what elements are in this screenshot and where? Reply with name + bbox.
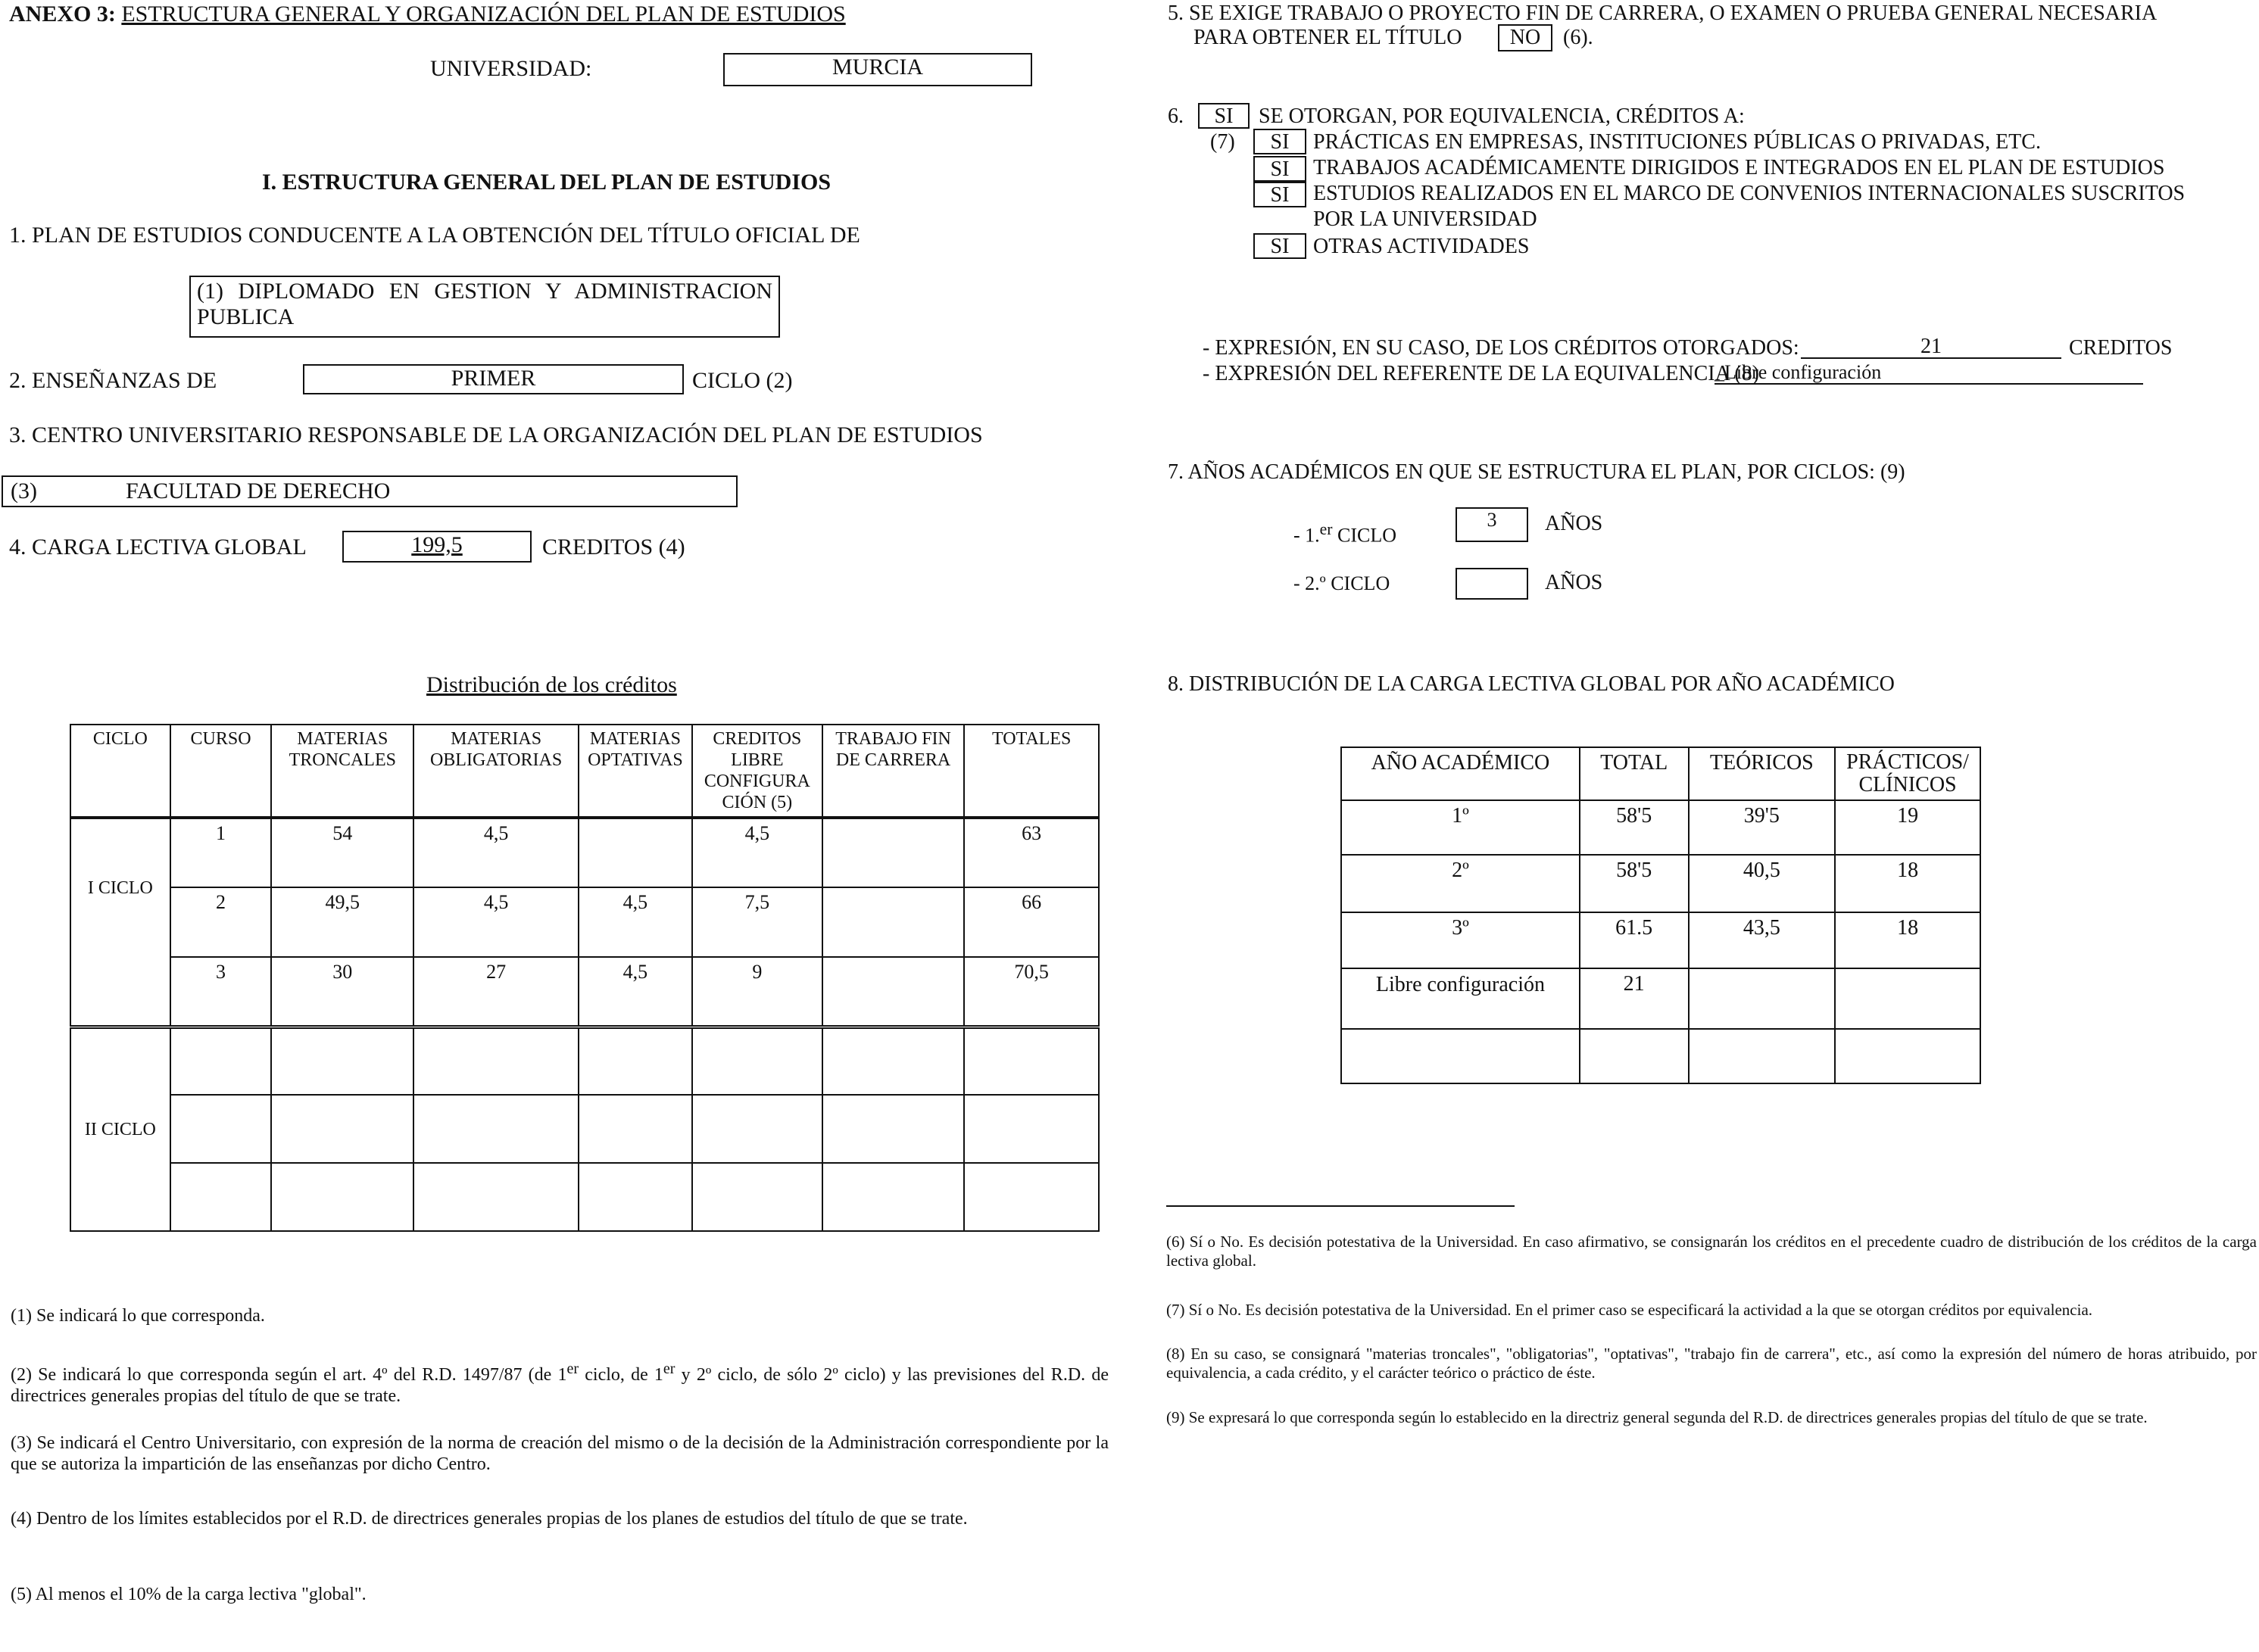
table-cell [271,1095,413,1163]
table-cell [413,1095,579,1163]
cycle2-label: II CICLO [70,1027,170,1231]
cycle1-label: I CICLO [70,818,170,957]
table-cell: 4,5 [579,957,692,1027]
footnote-3: (3) Se indicará el Centro Universitario, con expresión de la norma de creación del mismo o de la decisión de la Administración correspondiente por la que se autoriza la impartición de las enseñanzas por dicho Centro. [11,1433,1109,1474]
table-cell: 39'5 [1689,800,1836,855]
footnote-divider [1166,1205,1515,1207]
table-cell [413,1163,579,1231]
university-value: MURCIA [832,55,923,79]
university-label: UNIVERSIDAD: [430,56,592,81]
header-curso: CURSO [170,725,272,818]
university-value-box [723,53,1032,86]
footnote-2 [11,1358,1109,1407]
option-value: SI [1270,130,1290,154]
header-totales: TOTALES [964,725,1099,818]
item8-label: 8. DISTRIBUCIÓN DE LA CARGA LECTIVA GLOBAL POR AÑO ACADÉMICO [1168,672,1895,696]
table-cell: 4,5 [692,818,822,887]
footnote-2-sup-1: er [566,1361,579,1377]
table-row [70,1163,1099,1231]
table-cell: 49,5 [271,887,413,957]
degree-title: (1) DIPLOMADO EN GESTION Y ADMINISTRACION PUBLICA [197,279,772,329]
cycle2-row-label: - 2.º CICLO [1293,572,1390,594]
table-cell: 7,5 [692,887,822,957]
footnote-7: (7) Sí o No. Es decisión potestativa de la Universidad. En el primer caso se especificará la actividad a la que se otorgan créditos por equivalencia. [1166,1301,2093,1319]
cycle1-sup: er [1319,520,1333,538]
table-cell [579,1095,692,1163]
annex-title: ESTRUCTURA GENERAL Y ORGANIZACIÓN DEL PLAN DE ESTUDIOS [121,2,846,26]
item3-label: 3. CENTRO UNIVERSITARIO RESPONSABLE DE LA ORGANIZACIÓN DEL PLAN DE ESTUDIOS [9,422,983,447]
header-trabajo-fin: TRABAJO FIN DE CARRERA [822,725,965,818]
table-cell: 63 [964,818,1099,887]
table-cell [579,1163,692,1231]
option-value-box [1253,182,1306,207]
table-cell [579,818,692,887]
academic-header-row [1341,747,1980,800]
footnote-4: (4) Dentro de los límites establecidos por el R.D. de directrices generales propias de los planes de estudios del título de que se trate. [11,1509,968,1529]
footnote-1: (1) Se indicará lo que corresponda. [11,1306,265,1326]
table-cell [1689,968,1836,1029]
expr1-label: - EXPRESIÓN, EN SU CASO, DE LOS CRÉDITOS OTORGADOS: [1203,336,1799,360]
cycle1-suffix: CICLO [1332,524,1396,547]
footnote-2-part-b: ciclo, de 1 [579,1365,663,1385]
expr2-value: _Libre configuración [1715,362,2143,385]
table-cell [964,1095,1099,1163]
table-cell: Libre configuración [1341,968,1580,1029]
table-cell: 70,5 [964,957,1099,1027]
item6-value: SI [1214,104,1234,128]
table-row [1341,912,1980,968]
table-cell: 30 [271,957,413,1027]
option-label-continued: POR LA UNIVERSIDAD [1313,207,1537,231]
table-cell: 58'5 [1580,855,1689,912]
cycle1-years-box [1456,507,1528,542]
table-row [70,887,1099,957]
cycle1-years-label: AÑOS [1545,512,1603,535]
annex-label: ANEXO 3: [9,2,116,26]
table-row [1341,968,1980,1029]
table-cell: 58'5 [1580,800,1689,855]
header-total: TOTAL [1580,747,1689,800]
header-optativas: MATERIAS OPTATIVAS [579,725,692,818]
table-cell [692,1095,822,1163]
expr1-suffix: CREDITOS [2069,336,2173,360]
item2-label: 2. ENSEÑANZAS DE [9,368,217,393]
table-cell [822,1095,965,1163]
table-cell: 18 [1835,855,1980,912]
table-row [1341,855,1980,912]
item5-note: (6). [1563,26,1593,49]
header-libre: CREDITOS LIBRE CONFIGURA CIÓN (5) [692,725,822,818]
table-cell: 2 [170,887,272,957]
item5-line1: 5. SE EXIGE TRABAJO O PROYECTO FIN DE CARRERA, O EXAMEN O PRUEBA GENERAL NECESARIA [1168,2,2158,25]
center-value: FACULTAD DE DERECHO [126,478,391,503]
annex-heading [9,2,846,27]
table-cell: 4,5 [413,818,579,887]
table-row [70,1027,1099,1095]
header-ciclo: CICLO [70,725,170,818]
table-cell [964,1163,1099,1231]
expr1-value: 21 [1801,336,2061,359]
expr2-label: - EXPRESIÓN DEL REFERENTE DE LA EQUIVALENCIA (8) [1203,362,1759,385]
table-cell: 4,5 [413,887,579,957]
item4-suffix: CREDITOS (4) [542,535,685,559]
header-obligatorias: MATERIAS OBLIGATORIAS [413,725,579,818]
option-label: OTRAS ACTIVIDADES [1313,235,1530,258]
table-cell [1689,1029,1836,1083]
table-cell [822,1027,965,1095]
option-label: ESTUDIOS REALIZADOS EN EL MARCO DE CONVENIOS INTERNACIONALES SUSCRITOS [1313,182,2186,205]
table-cell [822,1163,965,1231]
table-row [70,957,1099,1027]
option-label: PRÁCTICAS EN EMPRESAS, INSTITUCIONES PÚBLICAS O PRIVADAS, ETC. [1313,130,2041,154]
option-value: SI [1270,235,1290,258]
item4-label: 4. CARGA LECTIVA GLOBAL [9,535,307,559]
table-cell [579,1027,692,1095]
table-cell: 40,5 [1689,855,1836,912]
table-cell [1835,1029,1980,1083]
table-cell [170,1027,272,1095]
degree-title-box [189,276,780,338]
distribution-title: Distribución de los créditos [426,672,677,697]
table-cell [692,1027,822,1095]
table-cell [964,1027,1099,1095]
table-cell: 1º [1341,800,1580,855]
table-row [1341,800,1980,855]
table-cell [271,1163,413,1231]
footnote-8: (8) En su caso, se consignará "materias troncales", "obligatorias", "optativas", "trabajo fin de carrera", etc., así como la expresión del número de horas atribuido, por equivalencia, a cada crédito, y el carácter teórico o práctico de éste. [1166,1345,2257,1382]
table-row [70,818,1099,887]
table-row [70,1095,1099,1163]
distribution-table [70,724,1100,1232]
header-ano: AÑO ACADÉMICO [1341,747,1580,800]
table-cell: 18 [1835,912,1980,968]
cycle2-years-label: AÑOS [1545,571,1603,594]
table-cell [413,1027,579,1095]
table-cell [822,887,965,957]
item5-value-box [1498,24,1552,51]
item5-line2: PARA OBTENER EL TÍTULO [1193,26,1462,49]
table-row [1341,1029,1980,1083]
item6-num: 6. [1168,104,1184,128]
table-cell: 3º [1341,912,1580,968]
table-cell [692,1163,822,1231]
table-cell [822,818,965,887]
footnote-5: (5) Al menos el 10% de la carga lectiva "global". [11,1585,367,1604]
section-title: I. ESTRUCTURA GENERAL DEL PLAN DE ESTUDIOS [262,170,832,195]
item7-label: 7. AÑOS ACADÉMICOS EN QUE SE ESTRUCTURA EL PLAN, POR CICLOS: (9) [1168,460,1905,484]
cycle-value: PRIMER [451,366,536,391]
cycle1-prefix: - 1. [1293,524,1320,547]
table-cell [1341,1029,1580,1083]
option-value-box [1253,129,1306,154]
item5-value: NO [1509,26,1541,49]
table-cell: 4,5 [579,887,692,957]
table-cell [70,957,170,1027]
table-cell: 61.5 [1580,912,1689,968]
load-value: 199,5 [411,532,463,557]
center-ref: (3) [11,478,37,503]
table-cell: 21 [1580,968,1689,1029]
option-value: SI [1270,183,1290,207]
table-cell [170,1095,272,1163]
table-cell: 9 [692,957,822,1027]
footnote-9: (9) Se expresará lo que corresponda según lo establecido en la directriz general segunda del R.D. de directrices generales propias del título de que se trate. [1166,1408,2148,1426]
table-cell [170,1163,272,1231]
table-cell: 66 [964,887,1099,957]
footnote-2-part-a: (2) Se indicará lo que corresponda según el art. 4º del R.D. 1497/87 (de 1 [11,1365,567,1385]
item6-ref: (7) [1210,130,1235,154]
item6-value-box [1198,103,1250,129]
header-teoricos: TEÓRICOS [1689,747,1836,800]
table-cell [1835,968,1980,1029]
footnote-2-part-c: y 2º ciclo, de sólo 2º ciclo) y las previsiones del R.D. de directrices generales propias del título de que se trate. [11,1365,1109,1406]
table-cell: 43,5 [1689,912,1836,968]
option-value-box [1253,233,1306,259]
table-cell [1580,1029,1689,1083]
table-cell [271,1027,413,1095]
cycle2-years-box [1456,568,1528,600]
item2-suffix: CICLO (2) [692,368,793,393]
cycle-value-box [303,364,684,394]
table-cell: 27 [413,957,579,1027]
header-troncales: MATERIAS TRONCALES [271,725,413,818]
option-label: TRABAJOS ACADÉMICAMENTE DIRIGIDOS E INTEGRADOS EN EL PLAN DE ESTUDIOS [1313,156,2165,179]
table-cell: 2º [1341,855,1580,912]
cycle1-years-value: 3 [1487,509,1497,531]
table-cell: 3 [170,957,272,1027]
option-value-box [1253,156,1306,182]
table-cell: 54 [271,818,413,887]
item6-label: SE OTORGAN, POR EQUIVALENCIA, CRÉDITOS A: [1259,104,1745,128]
footnote-6: (6) Sí o No. Es decisión potestativa de la Universidad. En caso afirmativo, se consignarán los créditos en el precedente cuadro de distribución de los créditos de la carga lectiva global. [1166,1233,2257,1270]
distribution-header-row [70,725,1099,818]
table-cell: 1 [170,818,272,887]
cycle1-row-label [1293,518,1396,547]
item1-label: 1. PLAN DE ESTUDIOS CONDUCENTE A LA OBTENCIÓN DEL TÍTULO OFICIAL DE [9,223,860,248]
footnote-2-sup-2: er [663,1361,676,1377]
table-cell [822,957,965,1027]
table-cell: 19 [1835,800,1980,855]
academic-year-table [1340,747,1981,1084]
load-value-box [342,531,532,563]
center-box [2,475,738,507]
option-value: SI [1270,157,1290,181]
header-practicos: PRÁCTICOS/ CLÍNICOS [1835,747,1980,800]
